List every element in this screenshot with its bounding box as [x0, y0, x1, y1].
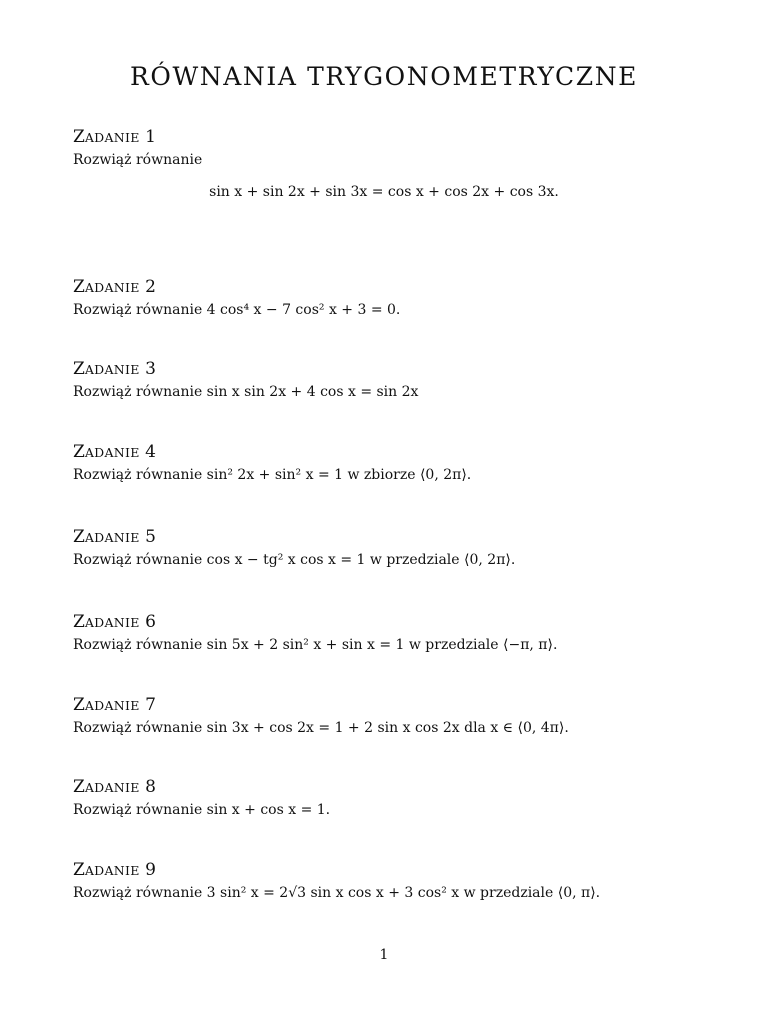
task-number: 9 — [145, 860, 156, 880]
task-heading — [73, 777, 713, 798]
heading-initial: Z — [73, 527, 85, 547]
task-7 — [73, 695, 713, 737]
task-number: 3 — [145, 359, 156, 379]
task-2 — [73, 277, 713, 319]
task-number: 2 — [145, 277, 156, 297]
task-heading — [73, 277, 713, 298]
page-title: RÓWNANIA TRYGONOMETRYCZNE — [129, 62, 639, 91]
task-heading — [73, 612, 713, 633]
heading-initial: Z — [73, 777, 85, 797]
heading-initial: Z — [73, 277, 85, 297]
task-4 — [73, 442, 713, 484]
task-number: 4 — [145, 442, 156, 462]
heading-initial: Z — [73, 860, 85, 880]
display-equation: sin x + sin 2x + sin 3x = cos x + cos 2x + cos 3x. — [209, 184, 559, 200]
page-number: 1 — [379, 947, 389, 963]
task-heading — [73, 359, 713, 380]
heading-rest: ADANIE — [84, 362, 140, 377]
task-5 — [73, 527, 713, 569]
heading-rest: ADANIE — [84, 280, 140, 295]
task-heading — [73, 695, 713, 716]
task-text: Rozwiąż równanie 4 cos⁴ x − 7 cos² x + 3 = 0. — [73, 302, 401, 318]
task-text: Rozwiąż równanie sin 3x + cos 2x = 1 + 2 sin x cos 2x dla x ∈ ⟨0, 4π⟩. — [73, 720, 569, 736]
heading-initial: Z — [73, 127, 85, 147]
heading-rest: ADANIE — [84, 615, 140, 630]
task-heading — [73, 527, 713, 548]
task-9 — [73, 860, 713, 902]
task-text: Rozwiąż równanie 3 sin² x = 2√3 sin x cos x + 3 cos² x w przedziale ⟨0, π⟩. — [73, 885, 601, 901]
task-6 — [73, 612, 713, 654]
heading-rest: ADANIE — [84, 530, 140, 545]
heading-rest: ADANIE — [84, 698, 140, 713]
task-heading — [73, 442, 713, 463]
task-number: 6 — [145, 612, 156, 632]
task-text: Rozwiąż równanie sin x + cos x = 1. — [73, 802, 331, 818]
heading-initial: Z — [73, 359, 85, 379]
task-3 — [73, 359, 713, 401]
heading-initial: Z — [73, 695, 85, 715]
task-number: 1 — [145, 127, 156, 147]
heading-rest: ADANIE — [84, 130, 140, 145]
task-heading — [73, 127, 713, 148]
heading-rest: ADANIE — [84, 445, 140, 460]
task-number: 8 — [145, 777, 156, 797]
task-number: 7 — [145, 695, 156, 715]
task-8 — [73, 777, 713, 819]
heading-initial: Z — [73, 612, 85, 632]
task-text: Rozwiąż równanie sin x sin 2x + 4 cos x = sin 2x — [73, 384, 419, 400]
task-text: Rozwiąż równanie — [73, 152, 203, 168]
heading-rest: ADANIE — [84, 863, 140, 878]
task-text: Rozwiąż równanie cos x − tg² x cos x = 1 w przedziale ⟨0, 2π⟩. — [73, 552, 516, 568]
heading-rest: ADANIE — [84, 780, 140, 795]
task-text: Rozwiąż równanie sin² 2x + sin² x = 1 w zbiorze ⟨0, 2π⟩. — [73, 467, 472, 483]
heading-initial: Z — [73, 442, 85, 462]
task-text: Rozwiąż równanie sin 5x + 2 sin² x + sin x = 1 w przedziale ⟨−π, π⟩. — [73, 637, 558, 653]
task-number: 5 — [145, 527, 156, 547]
task-1 — [73, 127, 713, 200]
task-heading — [73, 860, 713, 881]
